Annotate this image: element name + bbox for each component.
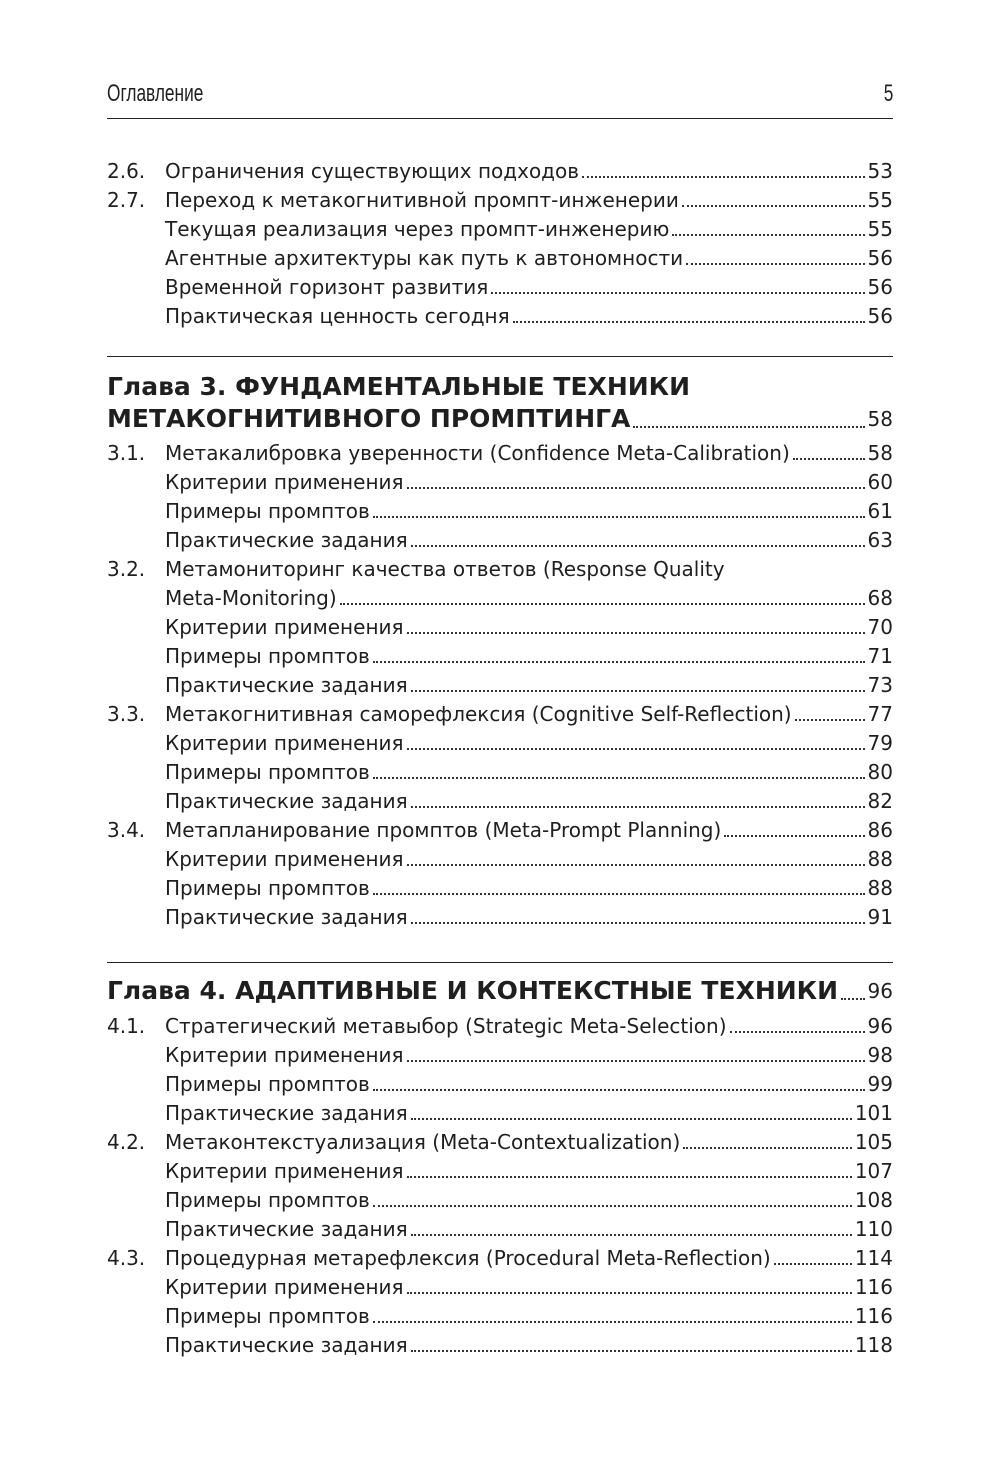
dot-leader [682, 205, 865, 207]
section-number: 3.4. [107, 818, 146, 842]
entry-title: Примеры промптов [165, 760, 370, 784]
toc-subsection-entry[interactable] [107, 610, 893, 639]
dot-leader [340, 603, 865, 605]
entry-page-number: 60 [867, 470, 893, 494]
dot-leader [411, 1118, 852, 1120]
entry-title: Метакалибровка уверенности (Confidence Meta-Calibration) [165, 441, 790, 465]
entry-page-number: 73 [867, 673, 893, 697]
dot-leader [411, 545, 865, 547]
toc-subsection-entry[interactable] [107, 212, 893, 241]
dot-leader [672, 234, 864, 236]
entry-title: Примеры промптов [165, 1304, 370, 1328]
entry-page-number: 53 [867, 159, 893, 183]
entry-title: Практические задания [165, 528, 408, 552]
entry-page-number: 77 [867, 702, 893, 726]
entry-title: Примеры промптов [165, 499, 370, 523]
toc-subsection-entry[interactable] [107, 1270, 893, 1299]
entry-title: Meta-Monitoring) [165, 586, 337, 610]
entry-page-number: 70 [867, 615, 893, 639]
toc-subsection-entry[interactable] [107, 241, 893, 270]
entry-title: Практические задания [165, 673, 408, 697]
entry-page-number: 105 [854, 1130, 893, 1154]
section-number: 2.6. [107, 159, 146, 183]
entry-page-number: 55 [867, 188, 893, 212]
entry-title: Критерии применения [165, 615, 404, 639]
running-title: Оглавление [107, 80, 204, 107]
dot-leader [774, 1263, 852, 1265]
entry-title: Текущая реализация через промпт-инженерию [165, 217, 670, 241]
toc-section-entry[interactable] [107, 1125, 893, 1154]
dot-leader [373, 1205, 852, 1207]
entry-title: Критерии применения [165, 731, 404, 755]
entry-page-number: 116 [854, 1304, 893, 1328]
dot-leader [724, 835, 864, 837]
entry-title: Критерии применения [165, 470, 404, 494]
dot-leader [793, 458, 865, 460]
dot-leader [411, 1350, 852, 1352]
entry-page-number: 88 [867, 847, 893, 871]
toc-subsection-entry[interactable] [107, 1212, 893, 1241]
entry-page-number: 68 [867, 586, 893, 610]
entry-page-number: 63 [867, 528, 893, 552]
section-number: 2.7. [107, 188, 146, 212]
entry-title: Переход к метакогнитивной промпт-инженерии [165, 188, 679, 212]
entry-page-number: 61 [867, 499, 893, 523]
dot-leader [411, 690, 865, 692]
entry-title: Критерии применения [165, 1043, 404, 1067]
running-header [107, 80, 893, 108]
section-number: 4.1. [107, 1014, 146, 1038]
entry-title: Метакогнитивная саморефлексия (Cognitive Self-Reflection) [165, 702, 792, 726]
dot-leader [373, 893, 865, 895]
entry-title: Примеры промптов [165, 1188, 370, 1212]
entry-page-number: 110 [854, 1217, 893, 1241]
entry-title: Агентные архитектуры как путь к автономности [165, 246, 684, 270]
entry-title: Критерии применения [165, 1275, 404, 1299]
entry-title: Практические задания [165, 1333, 408, 1357]
toc-subsection-entry[interactable] [107, 1183, 893, 1212]
entry-page-number: 82 [867, 789, 893, 813]
toc-subsection-entry[interactable] [107, 900, 893, 929]
header-rule [107, 118, 893, 119]
entry-page-number: 58 [867, 441, 893, 465]
dot-leader [373, 516, 865, 518]
entry-title: Практическая ценность сегодня [165, 304, 510, 328]
dot-leader [407, 864, 865, 866]
dot-leader [795, 719, 865, 721]
toc-subsection-entry[interactable] [107, 1154, 893, 1183]
toc-subsection-entry[interactable] [107, 871, 893, 900]
entry-title: Метапланирование промптов (Meta-Prompt Planning) [165, 818, 722, 842]
toc-subsection-entry[interactable] [107, 842, 893, 871]
toc-subsection-entry[interactable] [107, 755, 893, 784]
toc-block-chapter3 [107, 436, 893, 929]
entry-title: Процедурная метарефлексия (Procedural Meta-Reflection) [165, 1246, 771, 1270]
dot-leader [407, 748, 865, 750]
section-number: 4.3. [107, 1246, 146, 1270]
dot-leader [411, 922, 865, 924]
toc-subsection-entry[interactable] [107, 581, 893, 610]
entry-title: Ограничения существующих подходов [165, 159, 580, 183]
toc-section-entry[interactable] [107, 697, 893, 726]
entry-title: Критерии применения [165, 1159, 404, 1183]
toc-subsection-entry[interactable] [107, 494, 893, 523]
toc-subsection-entry[interactable] [107, 1067, 893, 1096]
dot-leader [686, 263, 864, 265]
section-number: 3.2. [107, 557, 146, 581]
dot-leader [373, 777, 865, 779]
toc-block-chapter2 [107, 154, 893, 328]
toc-section-entry[interactable] [107, 1241, 893, 1270]
chapter-3-title-line1: Глава 3. ФУНДАМЕНТАЛЬНЫЕ ТЕХНИКИ [107, 372, 691, 401]
entry-page-number: 118 [854, 1333, 893, 1357]
entry-page-number: 56 [867, 304, 893, 328]
entry-title: Примеры промптов [165, 876, 370, 900]
dot-leader [407, 1292, 852, 1294]
toc-section-entry[interactable] [107, 552, 893, 581]
dot-leader [407, 632, 865, 634]
toc-subsection-entry[interactable] [107, 299, 893, 328]
entry-page-number: 56 [867, 246, 893, 270]
toc-subsection-entry[interactable] [107, 465, 893, 494]
dot-leader [683, 1147, 852, 1149]
entry-page-number: 55 [867, 217, 893, 241]
entry-page-number: 71 [867, 644, 893, 668]
page-number: 5 [883, 80, 893, 107]
entry-title: Практические задания [165, 1217, 408, 1241]
dot-leader [513, 321, 865, 323]
entry-page-number: 116 [854, 1275, 893, 1299]
dot-leader [373, 1321, 852, 1323]
chapter-divider [107, 962, 893, 963]
entry-title: Метаконтекстуализация (Meta-Contextualization) [165, 1130, 681, 1154]
entry-page-number: 108 [854, 1188, 893, 1212]
toc-subsection-entry[interactable] [107, 1096, 893, 1125]
entry-title: Критерии применения [165, 847, 404, 871]
entry-page-number: 86 [867, 818, 893, 842]
chapter-heading-4[interactable] [107, 974, 893, 1006]
entry-page-number: 88 [867, 876, 893, 900]
dot-leader [411, 806, 865, 808]
section-number: 3.3. [107, 702, 146, 726]
toc-subsection-entry[interactable] [107, 1038, 893, 1067]
entry-page-number: 107 [854, 1159, 893, 1183]
entry-page-number: 79 [867, 731, 893, 755]
toc-section-entry[interactable] [107, 183, 893, 212]
entry-title: Практические задания [165, 905, 408, 929]
entry-title: Метамониторинг качества ответов (Response Quality [165, 557, 725, 581]
dot-leader [407, 1176, 852, 1178]
toc-section-entry[interactable] [107, 1009, 893, 1038]
toc-section-entry[interactable] [107, 813, 893, 842]
chapter-3-title-line2: МЕТАКОГНИТИВНОГО ПРОМПТИНГА 58 [107, 404, 893, 433]
chapter-4-title: Глава 4. АДАПТИВНЫЕ И КОНТЕКСТНЫЕ ТЕХНИКИ 96 [107, 976, 893, 1005]
toc-subsection-entry[interactable] [107, 668, 893, 697]
chapter-divider [107, 356, 893, 357]
chapter-heading-3[interactable] [107, 370, 893, 434]
entry-title: Стратегический метавыбор (Strategic Meta-Selection) [165, 1014, 727, 1038]
dot-leader [373, 1089, 865, 1091]
toc-subsection-entry[interactable] [107, 784, 893, 813]
toc-subsection-entry[interactable] [107, 1299, 893, 1328]
dot-leader [582, 176, 865, 178]
dot-leader [730, 1031, 865, 1033]
entry-page-number: 56 [867, 275, 893, 299]
toc-section-entry[interactable] [107, 436, 893, 465]
dot-leader [411, 1234, 852, 1236]
toc-subsection-entry[interactable] [107, 523, 893, 552]
toc-subsection-entry[interactable] [107, 639, 893, 668]
entry-page-number: 96 [867, 1014, 893, 1038]
toc-block-chapter4 [107, 1009, 893, 1357]
dot-leader [407, 487, 865, 489]
dot-leader [373, 661, 865, 663]
entry-page-number: 101 [854, 1101, 893, 1125]
dot-leader [491, 292, 864, 294]
entry-page-number: 99 [867, 1072, 893, 1096]
dot-leader [407, 1060, 865, 1062]
entry-page-number: 91 [867, 905, 893, 929]
toc-section-entry[interactable] [107, 154, 893, 183]
toc-subsection-entry[interactable] [107, 726, 893, 755]
entry-title: Временной горизонт развития [165, 275, 489, 299]
section-number: 4.2. [107, 1130, 146, 1154]
entry-page-number: 98 [867, 1043, 893, 1067]
section-number: 3.1. [107, 441, 146, 465]
toc-subsection-entry[interactable] [107, 1328, 893, 1357]
entry-title: Практические задания [165, 1101, 408, 1125]
entry-title: Примеры промптов [165, 644, 370, 668]
entry-title: Практические задания [165, 789, 408, 813]
entry-page-number: 80 [867, 760, 893, 784]
toc-subsection-entry[interactable] [107, 270, 893, 299]
entry-page-number: 114 [854, 1246, 893, 1270]
entry-title: Примеры промптов [165, 1072, 370, 1096]
